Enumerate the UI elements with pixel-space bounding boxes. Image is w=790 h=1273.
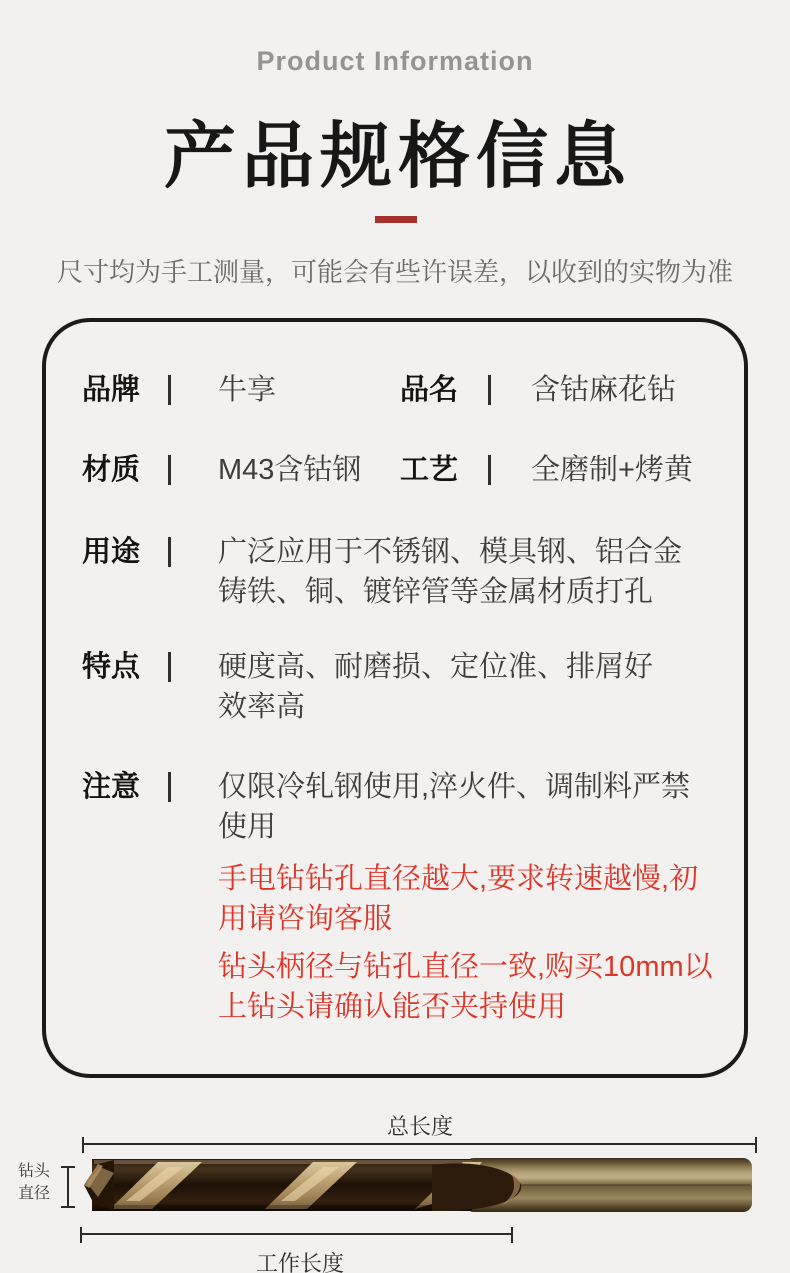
warning-shank-line-1: 钻头柄径与钻孔直径一致,购买10mm以 <box>218 951 713 983</box>
drill-dimension-diagram <box>0 1078 790 1273</box>
diameter-dimension-bar <box>67 1166 69 1208</box>
divider-bar <box>168 375 171 405</box>
divider <box>168 370 218 410</box>
working-length-label: 工作长度 <box>255 1251 344 1273</box>
divider-bar <box>488 455 491 485</box>
divider <box>488 450 531 490</box>
warning-speed-line-1: 手电钻钻孔直径越大,要求转速越慢,初 <box>218 863 699 895</box>
divider <box>168 647 218 727</box>
material-label: 材质 <box>82 454 141 486</box>
spec-row-brand-name <box>82 370 726 410</box>
red-accent-dash <box>375 216 417 223</box>
diameter-dimension-line <box>61 1166 75 1208</box>
divider-bar <box>168 772 171 802</box>
warning-speed-line-2: 用请咨询客服 <box>218 903 393 935</box>
features-line-2: 效率高 <box>218 691 306 723</box>
diameter-label-line-2: 直径 <box>18 1185 51 1202</box>
usage-value <box>218 532 726 612</box>
features-label: 特点 <box>82 651 141 683</box>
usage-line-1: 广泛应用于不锈钢、模具钢、铝合金 <box>218 536 683 568</box>
spec-box <box>42 318 748 1078</box>
total-length-label: 总长度 <box>386 1114 453 1139</box>
diameter-label <box>18 1161 50 1205</box>
craft-value: 全磨制+烤黄 <box>531 454 693 486</box>
english-subtitle: Product Information <box>256 46 534 76</box>
spec-row-features <box>82 647 726 727</box>
diameter-label-line-1: 钻头 <box>18 1163 51 1180</box>
spec-row-usage <box>82 532 726 612</box>
page-title: 产品规格信息 <box>163 117 632 197</box>
drill-bit-image <box>80 1157 756 1213</box>
divider-bar <box>168 455 171 485</box>
divider-bar <box>488 375 491 405</box>
product-name-value: 含钴麻花钻 <box>531 374 677 406</box>
warning-speed <box>218 859 726 939</box>
features-value <box>218 647 726 727</box>
divider-bar <box>168 537 171 567</box>
notice-value <box>218 767 726 847</box>
brand-label: 品牌 <box>82 374 141 406</box>
notice-line-2: 使用 <box>218 811 277 843</box>
usage-label: 用途 <box>82 536 141 568</box>
warning-shank-line-2: 上钻头请确认能否夹持使用 <box>218 991 567 1023</box>
spec-row-notice <box>82 767 726 847</box>
usage-line-2: 铸铁、铜、镀锌管等金属材质打孔 <box>218 576 654 608</box>
divider <box>168 767 218 847</box>
divider <box>168 450 218 490</box>
working-length-dimension-line <box>80 1233 513 1235</box>
divider <box>168 532 218 612</box>
spec-row-material-craft <box>82 450 726 490</box>
total-length-dimension-line <box>82 1143 757 1145</box>
notice-label: 注意 <box>82 771 141 803</box>
warning-shank <box>218 947 726 1027</box>
material-value: M43含钴钢 <box>218 454 362 486</box>
divider <box>488 370 531 410</box>
divider-bar <box>168 652 171 682</box>
brand-value: 牛享 <box>218 374 277 406</box>
measurement-disclaimer: 尺寸均为手工测量，可能会有些许误差，以收到的实物为准 <box>56 257 733 287</box>
features-line-1: 硬度高、耐磨损、定位准、排屑好 <box>218 651 654 683</box>
craft-label: 工艺 <box>400 454 459 486</box>
notice-line-1: 仅限冷轧钢使用,淬火件、调制料严禁 <box>218 771 691 803</box>
product-name-label: 品名 <box>400 374 459 406</box>
